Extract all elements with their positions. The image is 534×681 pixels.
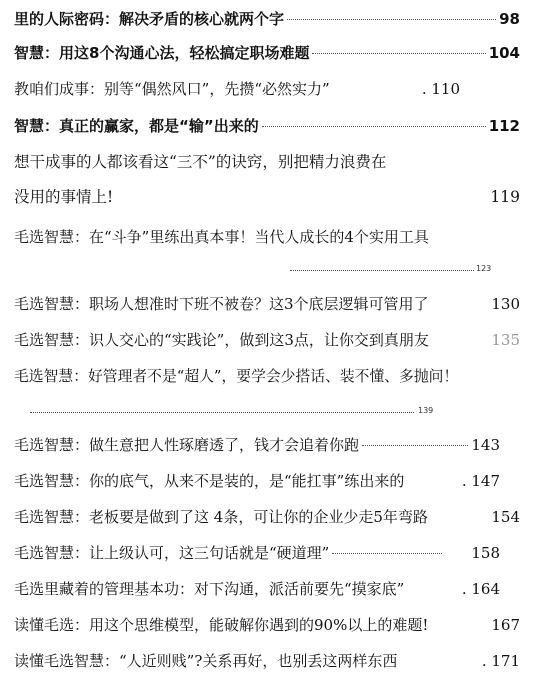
- toc-page-number: 98: [499, 10, 520, 28]
- toc-entry-119[interactable]: [14, 185, 520, 207]
- toc-entry-title: 毛选智慧：职场人想准时下班不被卷？这3个底层逻辑可管用了: [14, 295, 429, 313]
- leader-dots: [287, 19, 496, 20]
- leader-dots: [30, 412, 414, 413]
- toc-entry-164[interactable]: [14, 578, 520, 599]
- toc-page-number: . 164: [461, 580, 500, 598]
- toc-entry-title: 读懂毛选：用这个思维模型，能破解你遇到的90%以上的难题!: [14, 616, 429, 634]
- toc-entry-title: 毛选智慧：做生意把人性琢磨透了，钱才会追着你跑: [14, 436, 360, 454]
- toc-entry-title: 毛选智慧：你的底气，从来不是装的，是“能扛事”练出来的: [14, 472, 405, 490]
- toc-entry-139-line1[interactable]: [14, 365, 520, 386]
- toc-page-number: 130: [491, 295, 520, 313]
- toc-entry-title: 毛选智慧：让上级认可，这三句话就是“硬道理”: [14, 544, 330, 562]
- toc-entry-171[interactable]: [14, 650, 520, 671]
- toc-entry-title: 毛选智慧：好管理者不是“超人”，要学会少搭话、装不懂、多抛问！: [14, 368, 459, 385]
- leader-dots: [332, 553, 442, 554]
- toc-entry-167[interactable]: [14, 614, 520, 635]
- toc-page-number: 167: [491, 616, 520, 634]
- toc-entry-154[interactable]: [14, 506, 520, 527]
- toc-entry-135[interactable]: [14, 329, 520, 350]
- toc-entry-147[interactable]: [14, 470, 520, 491]
- toc-entry-title: 想干成事的人都该看这“三不”的诀窍，别把精力浪费在: [14, 153, 387, 171]
- toc-entry-title: 教咱们成事：别等“偶然风口”，先攒“必然实力”: [14, 80, 330, 98]
- toc-entry-158[interactable]: [14, 542, 520, 563]
- toc-entry-98[interactable]: [14, 8, 520, 29]
- toc-entry-112[interactable]: [14, 115, 520, 136]
- toc-entry-110[interactable]: [14, 78, 520, 99]
- toc-page-number: 135: [491, 331, 520, 349]
- leader-dots: [362, 445, 468, 446]
- toc-entry-title: 读懂毛选智慧：“人近则贱”?关系再好，也别丢这两样东西: [14, 652, 398, 670]
- toc-entry-104[interactable]: [14, 42, 520, 63]
- toc-page-number: 139: [418, 406, 434, 415]
- toc-entry-119-line1[interactable]: [14, 150, 520, 172]
- toc-page-number: 123: [476, 264, 492, 273]
- toc-page-number: 154: [491, 508, 520, 526]
- toc-entry-123-line1[interactable]: [14, 226, 520, 247]
- toc-page-number: 119: [490, 188, 520, 206]
- leader-dots: [312, 53, 485, 54]
- toc-entry-title: 智慧：真正的赢家，都是“输”出来的: [14, 117, 259, 135]
- toc-page-number: 158: [471, 544, 500, 562]
- toc-entry-title: 智慧：用这8个沟通心法，轻松搞定职场难题: [14, 44, 310, 62]
- toc-page-number: 112: [488, 117, 520, 135]
- toc-entry-143[interactable]: [14, 434, 520, 455]
- leader-dots: [262, 126, 486, 127]
- toc-page-number: . 147: [461, 472, 500, 490]
- toc-entry-title: 毛选里藏着的管理基本功：对下沟通，派活前要先“摸家底”: [14, 580, 405, 598]
- leader-dots: [290, 270, 474, 271]
- toc-page-number: . 110: [421, 80, 460, 98]
- toc-entry-title: 没用的事情上!: [14, 188, 114, 206]
- toc-entry-title: 毛选智慧：在“斗争”里练出真本事！当代人成长的4个实用工具: [14, 228, 429, 246]
- toc-page-number: 143: [471, 436, 500, 454]
- toc-entry-title: 毛选智慧：老板要是做到了这 4条，可让你的企业少走5年弯路: [14, 508, 428, 526]
- toc-entry-title: 毛选智慧：识人交心的“实践论”，做到这3点，让你交到真朋友: [14, 331, 429, 349]
- toc-page-number: . 171: [481, 652, 520, 670]
- toc-entry-130[interactable]: [14, 293, 520, 314]
- toc-page-number: 104: [488, 44, 520, 62]
- toc-entry-title: 里的人际密码：解决矛盾的核心就两个字: [14, 10, 285, 28]
